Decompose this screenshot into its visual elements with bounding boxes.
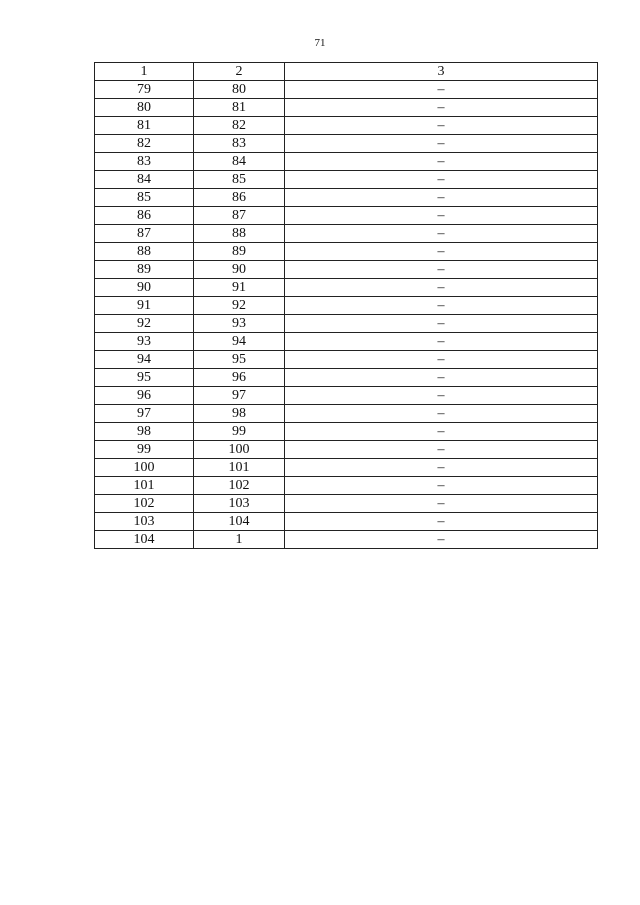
table-body — [95, 81, 598, 549]
table-cell-col-2: 86 — [194, 189, 285, 207]
table-row — [95, 81, 598, 99]
table-cell-col-1: 84 — [95, 171, 194, 189]
column-header-1: 1 — [95, 63, 194, 81]
table-cell-col-3: – — [285, 279, 598, 297]
table-cell-col-3: – — [285, 243, 598, 261]
table-row — [95, 243, 598, 261]
table-cell-col-2: 97 — [194, 387, 285, 405]
table-row — [95, 459, 598, 477]
table-cell-col-3: – — [285, 81, 598, 99]
table-cell-col-2: 92 — [194, 297, 285, 315]
table-cell-col-2: 98 — [194, 405, 285, 423]
table-row — [95, 153, 598, 171]
table-row — [95, 531, 598, 549]
table-row — [95, 423, 598, 441]
table-cell-col-1: 89 — [95, 261, 194, 279]
column-header-3: 3 — [285, 63, 598, 81]
table-cell-col-3: – — [285, 513, 598, 531]
table-cell-col-1: 90 — [95, 279, 194, 297]
table-cell-col-3: – — [285, 405, 598, 423]
table-cell-col-3: – — [285, 495, 598, 513]
table-cell-col-3: – — [285, 153, 598, 171]
table-cell-col-1: 81 — [95, 117, 194, 135]
table-cell-col-2: 94 — [194, 333, 285, 351]
table-cell-col-1: 80 — [95, 99, 194, 117]
table-cell-col-2: 83 — [194, 135, 285, 153]
table-cell-col-1: 96 — [95, 387, 194, 405]
table-cell-col-2: 82 — [194, 117, 285, 135]
data-table — [94, 62, 598, 549]
table-cell-col-2: 88 — [194, 225, 285, 243]
table-row — [95, 135, 598, 153]
table-row — [95, 333, 598, 351]
table-cell-col-1: 97 — [95, 405, 194, 423]
table-cell-col-2: 1 — [194, 531, 285, 549]
table-header-row — [95, 63, 598, 81]
table-row — [95, 171, 598, 189]
table-cell-col-2: 96 — [194, 369, 285, 387]
table-cell-col-3: – — [285, 531, 598, 549]
table-cell-col-3: – — [285, 189, 598, 207]
column-header-2: 2 — [194, 63, 285, 81]
table-cell-col-2: 81 — [194, 99, 285, 117]
table-cell-col-2: 101 — [194, 459, 285, 477]
table-cell-col-3: – — [285, 297, 598, 315]
table-cell-col-2: 99 — [194, 423, 285, 441]
table-cell-col-3: – — [285, 423, 598, 441]
table-cell-col-3: – — [285, 441, 598, 459]
table-row — [95, 189, 598, 207]
table-cell-col-1: 98 — [95, 423, 194, 441]
table-row — [95, 207, 598, 225]
table-cell-col-3: – — [285, 387, 598, 405]
table-row — [95, 117, 598, 135]
table-header — [95, 63, 598, 81]
table-cell-col-3: – — [285, 99, 598, 117]
table-row — [95, 513, 598, 531]
table-cell-col-1: 92 — [95, 315, 194, 333]
table-cell-col-3: – — [285, 135, 598, 153]
table-cell-col-2: 100 — [194, 441, 285, 459]
table-cell-col-1: 87 — [95, 225, 194, 243]
table-row — [95, 99, 598, 117]
table-cell-col-2: 85 — [194, 171, 285, 189]
table-cell-col-2: 95 — [194, 351, 285, 369]
table-cell-col-1: 94 — [95, 351, 194, 369]
table-cell-col-3: – — [285, 117, 598, 135]
table-row — [95, 225, 598, 243]
table-row — [95, 495, 598, 513]
table-cell-col-1: 88 — [95, 243, 194, 261]
table-row — [95, 261, 598, 279]
table-cell-col-1: 102 — [95, 495, 194, 513]
table-row — [95, 351, 598, 369]
table-cell-col-1: 99 — [95, 441, 194, 459]
table-cell-col-1: 82 — [95, 135, 194, 153]
table-row — [95, 405, 598, 423]
table-cell-col-1: 101 — [95, 477, 194, 495]
table-cell-col-3: – — [285, 477, 598, 495]
table-cell-col-3: – — [285, 261, 598, 279]
table-cell-col-1: 93 — [95, 333, 194, 351]
table-cell-col-2: 90 — [194, 261, 285, 279]
table-cell-col-2: 80 — [194, 81, 285, 99]
table-cell-col-2: 104 — [194, 513, 285, 531]
table-cell-col-3: – — [285, 171, 598, 189]
table-row — [95, 279, 598, 297]
table-cell-col-1: 95 — [95, 369, 194, 387]
table-row — [95, 441, 598, 459]
table-cell-col-2: 103 — [194, 495, 285, 513]
table-cell-col-3: – — [285, 333, 598, 351]
table-cell-col-3: – — [285, 225, 598, 243]
table-cell-col-3: – — [285, 315, 598, 333]
table-cell-col-1: 86 — [95, 207, 194, 225]
table-cell-col-2: 93 — [194, 315, 285, 333]
table-cell-col-2: 89 — [194, 243, 285, 261]
table-cell-col-2: 102 — [194, 477, 285, 495]
table-cell-col-3: – — [285, 351, 598, 369]
table-cell-col-2: 87 — [194, 207, 285, 225]
table-cell-col-1: 83 — [95, 153, 194, 171]
table-cell-col-1: 85 — [95, 189, 194, 207]
table-row — [95, 369, 598, 387]
page-number: 71 — [314, 37, 326, 49]
table-row — [95, 477, 598, 495]
table-row — [95, 387, 598, 405]
table-cell-col-3: – — [285, 459, 598, 477]
table-cell-col-3: – — [285, 369, 598, 387]
table-cell-col-1: 100 — [95, 459, 194, 477]
table-cell-col-1: 103 — [95, 513, 194, 531]
table-row — [95, 315, 598, 333]
table-cell-col-1: 104 — [95, 531, 194, 549]
table-cell-col-2: 91 — [194, 279, 285, 297]
table-row — [95, 297, 598, 315]
table-cell-col-3: – — [285, 207, 598, 225]
table-cell-col-2: 84 — [194, 153, 285, 171]
table-cell-col-1: 79 — [95, 81, 194, 99]
table-cell-col-1: 91 — [95, 297, 194, 315]
